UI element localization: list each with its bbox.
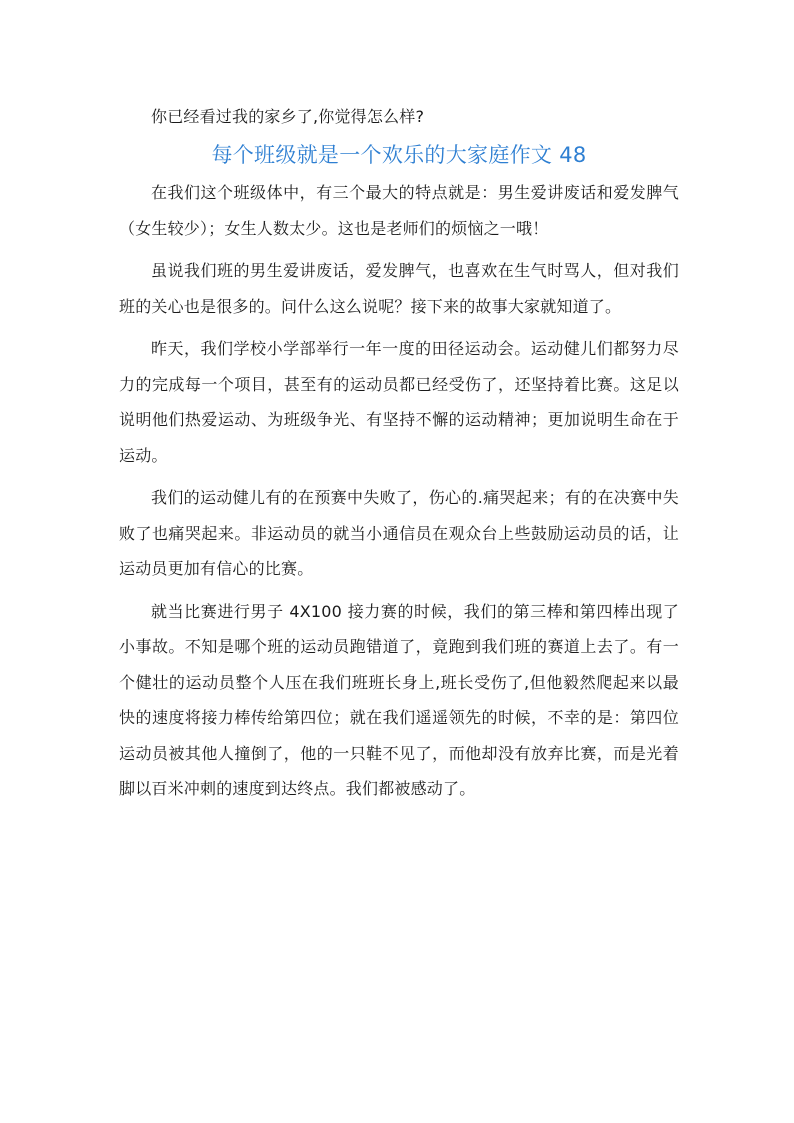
document-body (119, 100, 679, 807)
intro-line: 你已经看过我的家乡了,你觉得怎么样? (151, 107, 425, 126)
paragraph-4: 我们的运动健儿有的在预赛中失败了，伤心的.痛哭起来；有的在决赛中失败了也痛哭起来。非运动员的就当小通信员在观众台上些鼓励运动员的话，让运动员更加有信心的比赛。 (119, 488, 679, 578)
paragraph-gap (119, 324, 679, 331)
paragraph-gap (119, 473, 679, 480)
paragraph-gap (119, 587, 679, 594)
paragraph-1: 在我们这个班级体中，有三个最大的特点就是：男生爱讲废话和爱发脾气（女生较少）；女生人数太少。这也是老师们的烦恼之一哦！ (119, 183, 679, 238)
paragraph-2: 虽说我们班的男生爱讲废话，爱发脾气，也喜欢在生气时骂人，但对我们班的关心也是很多的。问什么这么说呢？接下来的故事大家就知道了。 (119, 261, 679, 316)
paragraph-gap (119, 246, 679, 253)
article-title: 每个班级就是一个欢乐的大家庭作文 48 (211, 143, 587, 167)
paragraph-3: 昨天，我们学校小学部举行一年一度的田径运动会。运动健儿们都努力尽力的完成每一个项目，甚至有的运动员都已经受伤了，还坚持着比赛。这足以说明他们热爱运动、为班级争光、有坚持不懈的运动精神；更加说明生命在于运动。 (119, 339, 679, 465)
paragraph-5: 就当比赛进行男子 4X100 接力赛的时候，我们的第三棒和第四棒出现了小事故。不知是哪个班的运动员跑错道了，竟跑到我们班的赛道上去了。有一个健壮的运动员整个人压在我们班班长身上,班长受伤了,但他毅然爬起来以最快的速度将接力棒传给第四位；就在我们遥遥领先的时候，不幸的是：第四位运动员被其他人撞倒了，他的一只鞋不见了，而他却没有放弃比赛，而是光着脚以百米冲刺的速度到达终点。我们都被感动了。 (119, 601, 679, 798)
